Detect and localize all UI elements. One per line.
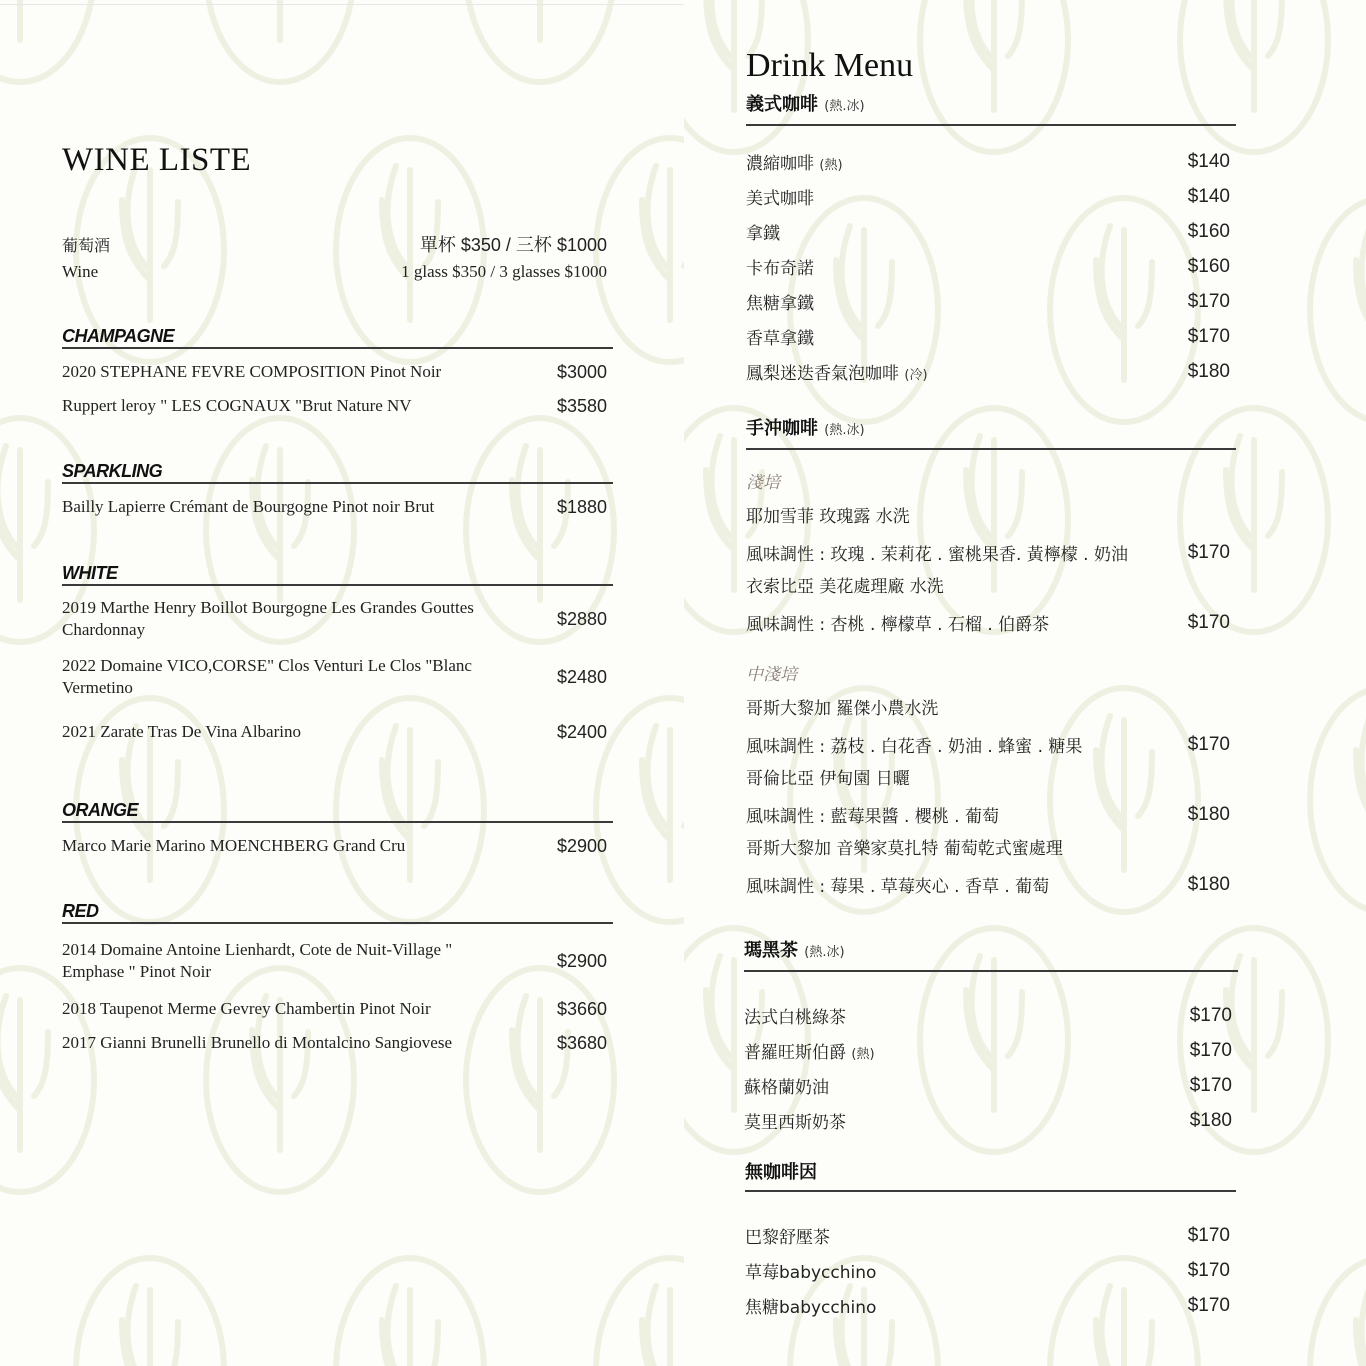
coffee-origin: 衣索比亞 美花處理廠 水洗 (746, 577, 944, 597)
drink-item (746, 319, 1236, 354)
wine-item (62, 389, 613, 423)
section-pour-over (746, 418, 1236, 902)
drink-item (746, 214, 1236, 249)
drink-item (744, 1033, 1238, 1068)
wine-name: 2021 Zarate Tras De Vina Albarino (62, 722, 301, 741)
drink-item (744, 1068, 1238, 1103)
section-white (62, 563, 613, 752)
wine-item (62, 490, 613, 524)
temperature-note: (熱.冰) (824, 99, 865, 114)
intro-row-en (62, 258, 607, 286)
wine-price: $3660 (556, 998, 607, 1019)
section-heading: ORANGE (62, 800, 613, 823)
roast-label-medium-light: 中淺培 (746, 665, 797, 685)
roast-label-light: 淺培 (746, 473, 780, 493)
wine-item (62, 592, 613, 646)
wine-price: $2480 (556, 666, 607, 687)
drink-item (746, 284, 1236, 319)
intro-label-zh: 葡萄酒 (62, 235, 111, 255)
wine-price: $3580 (556, 395, 607, 416)
section-heading: CHAMPAGNE (62, 326, 613, 349)
wine-price: $3000 (556, 361, 607, 382)
coffee-flavor-row (746, 605, 1236, 640)
wine-item (62, 1026, 613, 1060)
drink-price: $170 (1187, 733, 1230, 755)
section-red (62, 901, 613, 1060)
drink-name: 蘇格蘭奶油 (744, 1078, 829, 1098)
drink-price: $170 (1187, 541, 1230, 563)
drink-item (745, 1218, 1236, 1253)
wine-price: $2880 (556, 608, 607, 629)
drink-name: 莫里西斯奶茶 (744, 1113, 846, 1133)
temperature-note: (熱.冰) (804, 945, 845, 960)
coffee-origin: 哥斯大黎加 音樂家莫扎特 葡萄乾式蜜處理 (746, 839, 1063, 859)
wine-item (62, 355, 613, 389)
section-espresso (746, 94, 1236, 389)
drink-price: $180 (1187, 803, 1230, 825)
coffee-flavor: 風味調性 : 玫瑰 . 茉莉花 . 蜜桃果香. 黃檸檬 . 奶油 (746, 545, 1128, 565)
drink-item (744, 1103, 1238, 1138)
section-heading: RED (62, 901, 613, 924)
section-heading (744, 940, 1238, 972)
intro-pricing-zh: 單杯 $350 / 三杯 $1000 (419, 235, 607, 255)
wine-price: $2900 (556, 835, 607, 856)
section-heading: SPARKLING (62, 461, 613, 484)
section-heading (745, 1162, 1236, 1192)
page-title: WINE LISTE (62, 142, 252, 179)
section-heading (746, 94, 1236, 126)
coffee-flavor-row (746, 727, 1236, 762)
section-champagne (62, 326, 613, 423)
wine-price: $2900 (556, 950, 607, 971)
intro-row-zh (62, 230, 607, 258)
temperature-note: (冷) (904, 368, 928, 383)
wine-name: Ruppert leroy " LES COGNAUX "Brut Nature NV (62, 396, 412, 415)
temperature-note: (熱.冰) (824, 423, 865, 438)
drink-item (744, 998, 1238, 1033)
drink-price: $170 (1189, 1039, 1232, 1061)
coffee-flavor-row (746, 797, 1236, 832)
drink-name: 卡布奇諾 (746, 259, 814, 279)
coffee-origin: 耶加雪菲 玫瑰露 水洗 (746, 507, 910, 527)
intro-pricing-en: 1 glass $350 / 3 glasses $1000 (401, 262, 607, 281)
temperature-note: (熱) (851, 1047, 875, 1062)
wine-name: Bailly Lapierre Crémant de Bourgogne Pinot noir Brut (62, 497, 435, 516)
wine-item (62, 712, 613, 752)
wine-item (62, 829, 613, 863)
drink-price: $170 (1187, 1259, 1230, 1281)
drink-name: 法式白桃綠茶 (744, 1008, 846, 1028)
drink-price: $170 (1187, 611, 1230, 633)
page-title: Drink Menu (746, 46, 914, 84)
coffee-flavor-row (746, 535, 1236, 570)
drink-name: 焦糖babycchino (745, 1298, 877, 1318)
drink-item (745, 1288, 1236, 1323)
drink-name: 濃縮咖啡 (746, 154, 814, 174)
section-heading-text: 無咖啡因 (745, 1162, 817, 1183)
drink-item (746, 179, 1236, 214)
drink-name: 拿鐵 (746, 224, 780, 244)
coffee-flavor: 風味調性 : 莓果 . 草莓夾心 . 香草 . 葡萄 (746, 877, 1050, 897)
drink-price: $140 (1187, 185, 1230, 207)
section-heading-text: 手沖咖啡 (746, 418, 818, 439)
section-decaf (745, 1162, 1236, 1323)
section-heading-text: 瑪黑茶 (744, 940, 798, 961)
drink-name: 香草拿鐵 (746, 329, 814, 349)
drink-name: 鳳梨迷迭香氣泡咖啡 (746, 364, 899, 384)
coffee-flavor: 風味調性 : 荔枝 . 白花香 . 奶油 . 蜂蜜 . 糖果 (746, 737, 1083, 757)
drink-item (746, 354, 1236, 389)
coffee-flavor: 風味調性 : 杏桃 . 檸檬草 . 石榴 . 伯爵茶 (746, 615, 1050, 635)
wine-name: 2019 Marthe Henry Boillot Bourgogne Les Grandes Gouttes Chardonnay (62, 598, 474, 639)
drink-price: $170 (1187, 325, 1230, 347)
wine-item (62, 650, 613, 704)
drink-price: $160 (1187, 255, 1230, 277)
wine-name: 2018 Taupenot Merme Gevrey Chambertin Pinot Noir (62, 999, 431, 1018)
section-sparkling (62, 461, 613, 524)
drink-item (745, 1253, 1236, 1288)
drink-price: $170 (1187, 1224, 1230, 1246)
coffee-flavor: 風味調性 : 藍莓果醬 . 櫻桃 . 葡萄 (746, 807, 999, 827)
wine-item (62, 992, 613, 1026)
section-heading-text: 義式咖啡 (746, 94, 818, 115)
wine-price: $1880 (556, 496, 607, 517)
wine-pricing-intro (62, 230, 607, 286)
section-heading (746, 418, 1236, 450)
drink-item (746, 249, 1236, 284)
coffee-flavor-row (746, 867, 1236, 902)
coffee-origin: 哥斯大黎加 羅傑小農水洗 (746, 699, 939, 719)
drink-price: $170 (1187, 290, 1230, 312)
drink-name: 普羅旺斯伯爵 (744, 1043, 846, 1063)
wine-name: 2022 Domaine VICO,CORSE" Clos Venturi Le Clos "Blanc Vermetino (62, 656, 472, 697)
section-heading: WHITE (62, 563, 613, 586)
drink-name: 焦糖拿鐵 (746, 294, 814, 314)
drink-price: $170 (1187, 1294, 1230, 1316)
section-tea (744, 940, 1238, 1138)
drink-price: $180 (1189, 1109, 1232, 1131)
wine-price: $3680 (556, 1032, 607, 1053)
drink-item (746, 144, 1236, 179)
drink-price: $160 (1187, 220, 1230, 242)
drink-name: 草莓babycchino (745, 1263, 877, 1283)
drink-price: $170 (1189, 1004, 1232, 1026)
drink-price: $180 (1187, 360, 1230, 382)
wine-price: $2400 (556, 721, 607, 742)
section-orange (62, 800, 613, 863)
drink-price: $180 (1187, 873, 1230, 895)
coffee-origin: 哥倫比亞 伊甸園 日曬 (746, 769, 910, 789)
wine-name: 2020 STEPHANE FEVRE COMPOSITION Pinot Noir (62, 362, 442, 381)
wine-item (62, 934, 613, 988)
wine-name: 2014 Domaine Antoine Lienhardt, Cote de Nuit-Village " Emphase " Pinot Noir (62, 940, 453, 981)
drink-name: 巴黎舒壓茶 (745, 1228, 830, 1248)
wine-name: Marco Marie Marino MOENCHBERG Grand Cru (62, 836, 406, 855)
wine-name: 2017 Gianni Brunelli Brunello di Montalcino Sangiovese (62, 1033, 453, 1052)
drink-price: $170 (1189, 1074, 1232, 1096)
drink-name: 美式咖啡 (746, 189, 814, 209)
drink-menu-page (684, 0, 1366, 1366)
temperature-note: (熱) (819, 158, 843, 173)
drink-price: $140 (1187, 150, 1230, 172)
intro-label-en: Wine (62, 262, 99, 281)
